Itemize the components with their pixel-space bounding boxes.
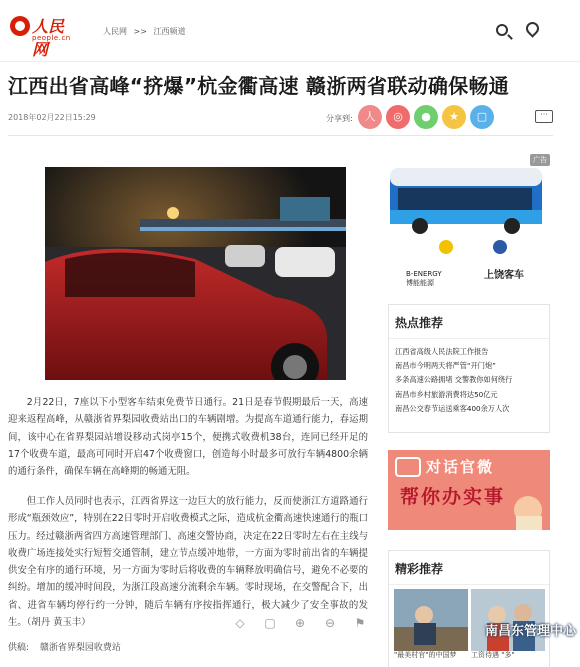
list-item[interactable]: 南昌公交春节运送乘客400余万人次 [395, 403, 510, 413]
ad-brand-left-sub: 博能能源 [406, 279, 434, 287]
zoom-out-icon[interactable]: ⊖ [324, 616, 336, 630]
breadcrumb [103, 26, 190, 37]
ad-brand-left [406, 270, 442, 288]
bus-image [386, 152, 552, 262]
share-people-icon[interactable]: 人 [358, 105, 382, 129]
article-title: 江西出省高峰“挤爆”杭金衢高速 赣浙两省联动确保畅通 [8, 74, 510, 98]
watermark: 南昌东管理中心 [484, 624, 576, 639]
hot-recommend-list [395, 345, 547, 416]
divider [389, 584, 549, 585]
divider [389, 338, 549, 339]
featured-box [388, 550, 550, 667]
featured-title: 精彩推荐 [395, 562, 444, 576]
top-bar [0, 0, 580, 62]
breadcrumb-home[interactable]: 人民网 [103, 27, 127, 36]
featured-thumb-left[interactable] [394, 589, 468, 651]
banner-subtitle: 帮你办实事 [400, 486, 506, 508]
dialogue-banner[interactable] [388, 450, 550, 530]
breadcrumb-jiangxi[interactable]: 江西频道 [153, 27, 186, 36]
share-weibo-icon[interactable]: ◎ [386, 105, 410, 129]
publish-time: 2018年02月22日15:29 [8, 113, 96, 122]
bus-advertisement[interactable] [386, 152, 552, 287]
comment-icon[interactable]: ··· [535, 110, 553, 123]
article-photo [45, 167, 346, 380]
share-wechat-icon[interactable]: ● [414, 105, 438, 129]
ad-tag: 广告 [530, 154, 550, 166]
ad-brand-left-name: B-ENERGY [406, 270, 442, 278]
share-more-icon[interactable]: ▢ [470, 105, 494, 129]
article-paragraph-2: 但工作人员同时也表示，江西省界这一边巨大的放行能力，反而使浙江方道路通行形成“瓶颈效应”，特别在22日零时开启收费模式之际，造成杭金衢高速快速通行的瓶口压力。经过赣浙两省四方高速管理部门、高速交警协商，决定在22日零时左右在主线与收费广场连接处实行短暂交通管制，建立节点缓冲地带，一方面为零时前出省的车辆提供安全有序的通行环境，另一方面为零时后将收费的车辆释放明确信号，避免不必要的纠纷。增加的缓冲时间段，为浙江段高速分流剩余车辆。零时现场，在交警配合下，出省、进省车辆均停行约一分钟，随后车辆有序按指挥通行，极大减少了安全事故的发生。（胡丹 黄玉丰） [8, 496, 368, 629]
article-source [8, 640, 129, 653]
zoom-in-icon[interactable]: ⊕ [294, 616, 306, 630]
prev-icon[interactable]: ◇ [235, 616, 245, 630]
breadcrumb-separator: >> [133, 27, 147, 36]
list-item[interactable]: 多条高速公路拥堵 交警教你如何绕行 [395, 375, 513, 385]
list-item[interactable]: 南昌市乡村旅游消费将达50亿元 [395, 389, 498, 399]
source-name: 赣浙省界梨园收费站 [39, 643, 121, 653]
top-icons [496, 22, 546, 42]
location-icon[interactable] [523, 19, 541, 37]
people-logo[interactable] [10, 14, 74, 59]
search-icon[interactable] [496, 24, 508, 36]
logo-subtext: people.cn [32, 34, 71, 42]
banner-title: 对话官微 [426, 458, 495, 476]
logo-mark [10, 16, 30, 36]
article-paragraph-1: 2月22日，7座以下小型客车结束免费节日通行。21日是春节假期最后一天，高速迎来返程高峰，从赣浙省界梨园收费站出口的车辆剧增。为提高车道通行能力，春运期间，该中心在省界梨园站增设移动式岗亭15个，便携式收费机38台，连同已经开足的17个收费车道，最高可同时开启47个收费窗口，创造每小时最多可放行车辆4800余辆的通行条件，确保车辆在高峰期的畅通无阻。 [8, 397, 368, 478]
hot-recommend-title: 热点推荐 [395, 316, 444, 330]
hot-recommend-box [388, 304, 550, 433]
list-item[interactable]: 江西省高级人民法院工作报告 [395, 347, 489, 356]
share-label: 分享到: [326, 114, 353, 123]
toll-station-night-photo [45, 167, 346, 380]
article-meta [8, 100, 553, 136]
share-qzone-icon[interactable]: ★ [442, 105, 466, 129]
featured-caption-right[interactable]: 工资待遇 "多" [471, 651, 515, 659]
logo-text: 人民网 [32, 17, 65, 59]
list-item[interactable]: 南昌市今明两天将严管“开门炮” [395, 361, 496, 371]
fullscreen-icon[interactable]: ▢ [264, 616, 276, 630]
featured-caption-left[interactable]: "最美村官"的中国梦 [394, 651, 457, 659]
source-label: 供稿: [8, 643, 30, 653]
image-toolbar [233, 614, 383, 634]
flag-icon[interactable]: ⚑ [354, 616, 366, 630]
featured-image-left [394, 589, 468, 651]
ad-brand-right: 上饶客车 [484, 270, 524, 281]
